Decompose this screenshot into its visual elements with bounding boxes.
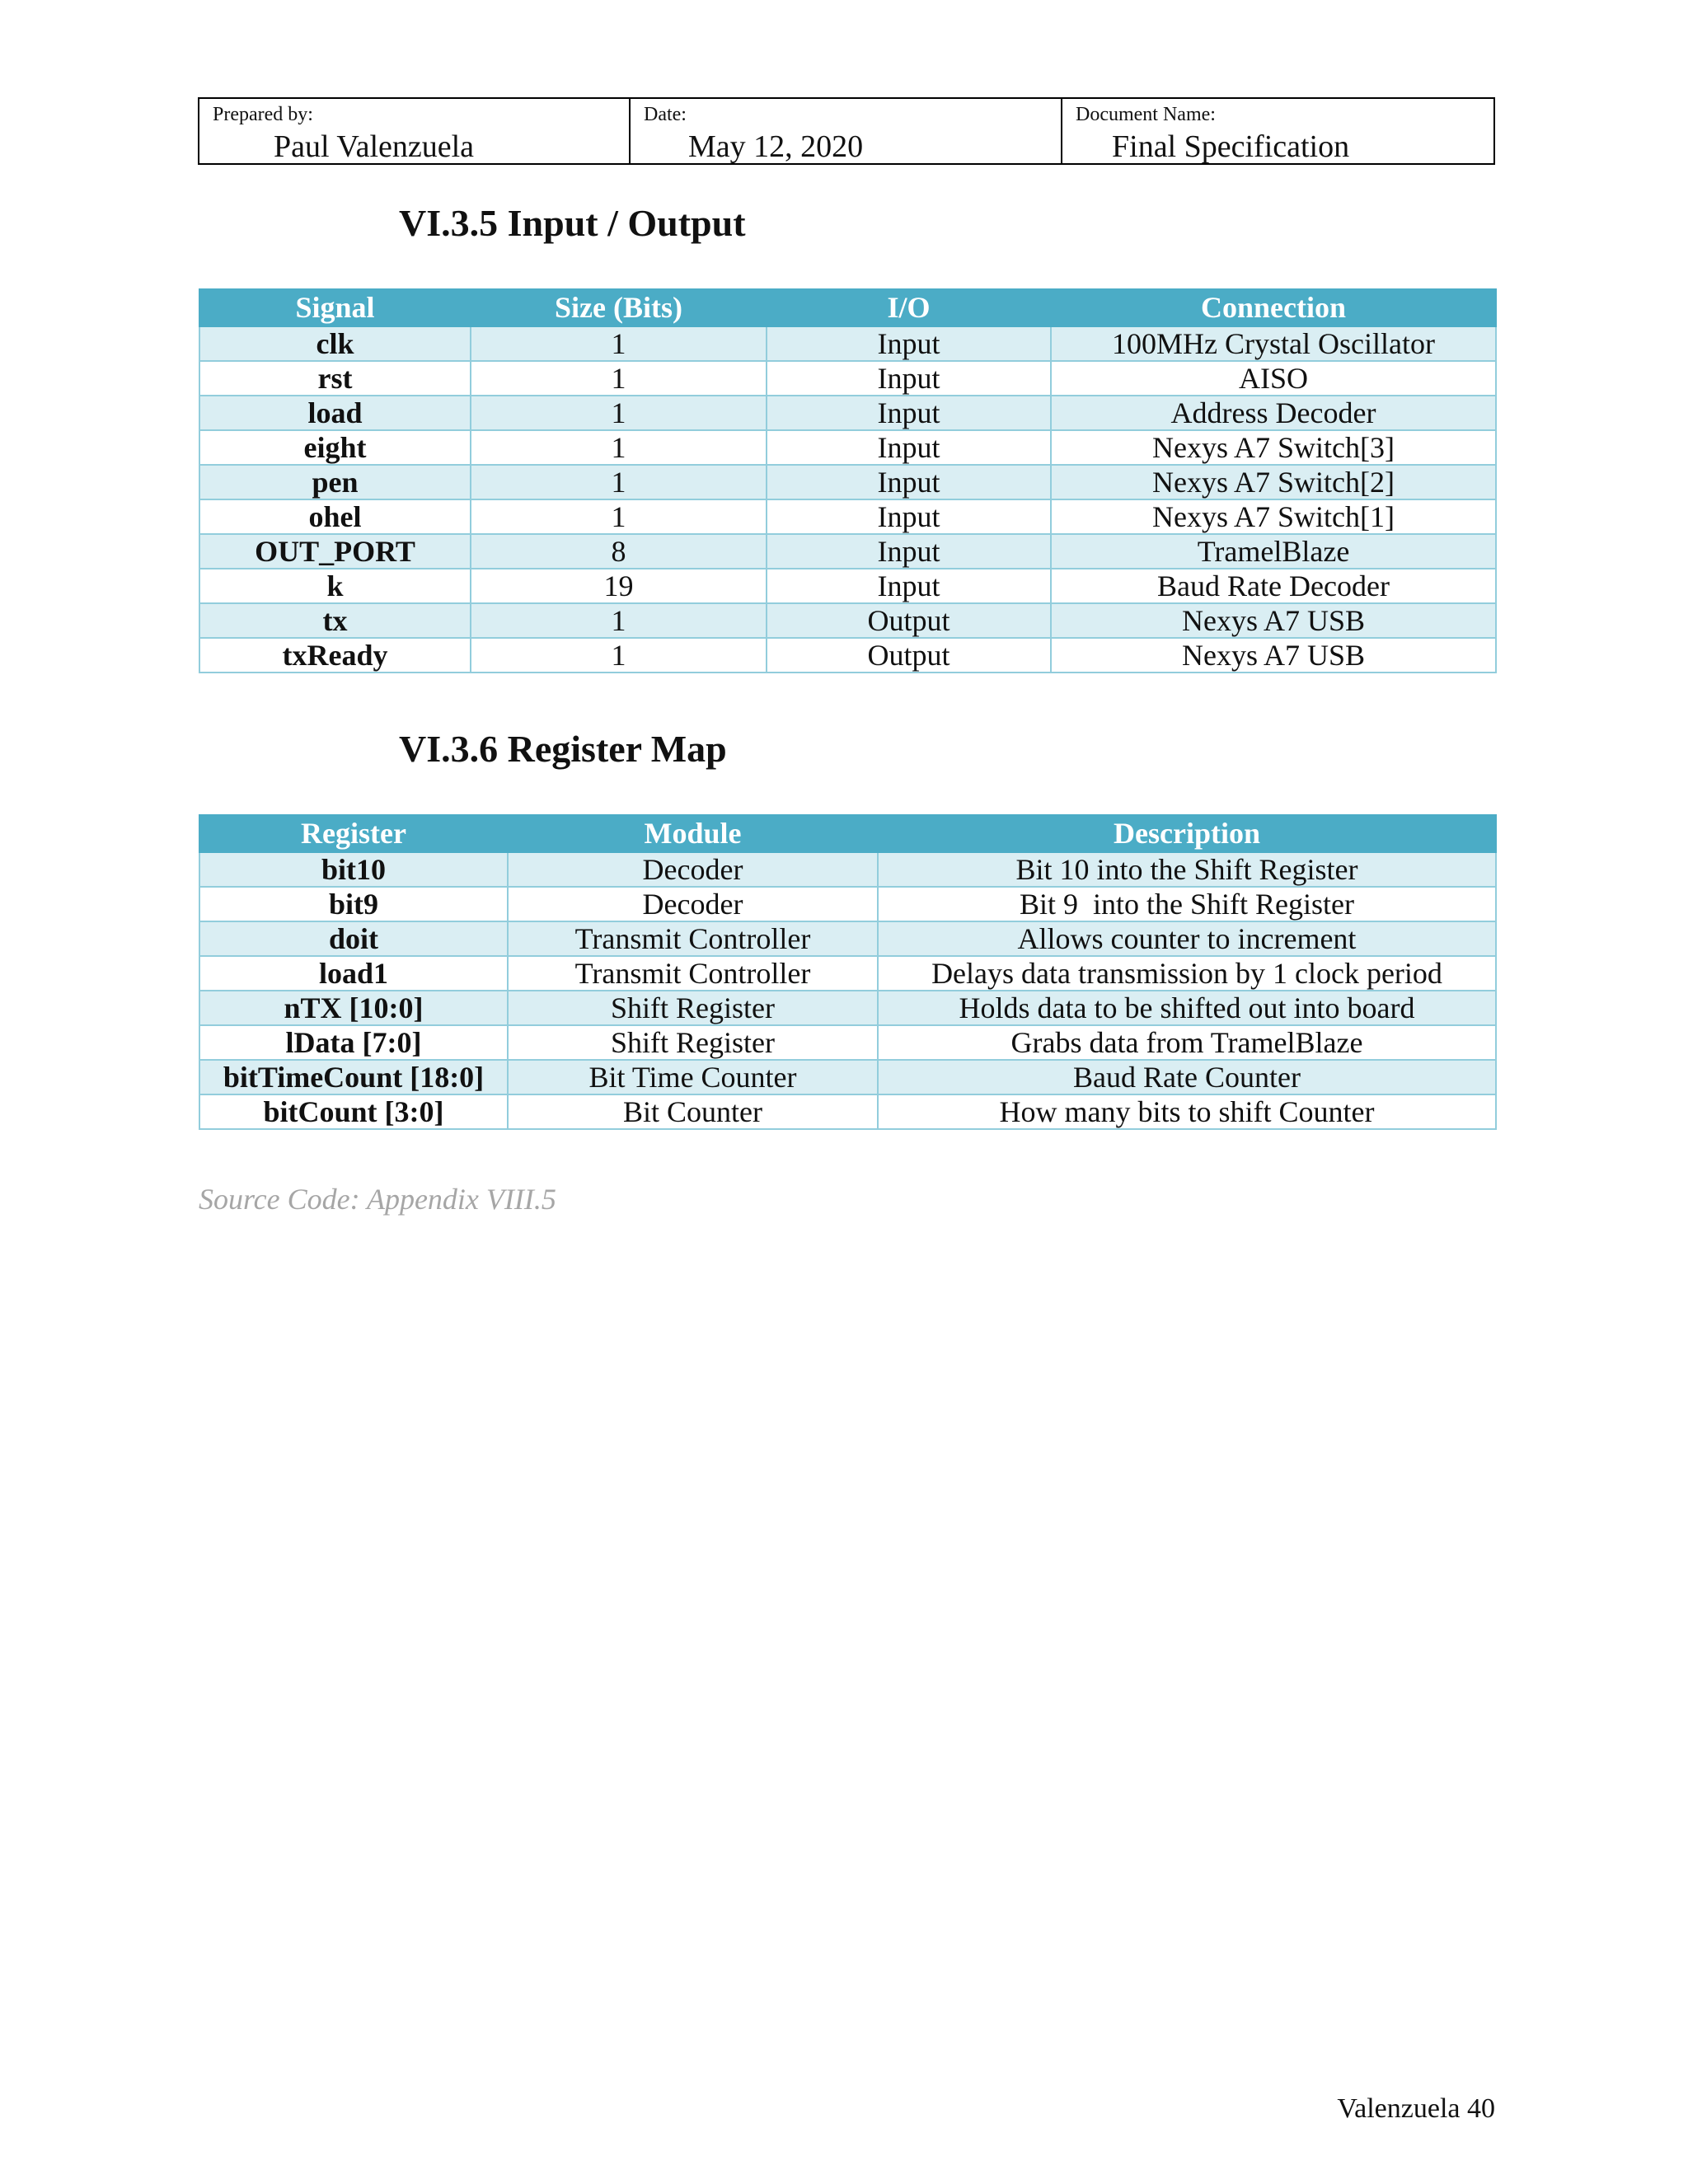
io-col-io-header: I/O [767,289,1051,326]
io-cell: Input [767,534,1051,569]
table-row [199,569,1496,603]
module-cell: Transmit Controller [508,921,878,956]
signal-cell: ohel [199,499,471,534]
table-row [199,603,1496,638]
size-cell: 1 [471,396,767,430]
connection-cell: Nexys A7 USB [1051,603,1496,638]
document-header [198,97,1495,165]
register-cell: bitTimeCount [18:0] [199,1060,508,1094]
module-cell: Transmit Controller [508,956,878,991]
size-cell: 1 [471,465,767,499]
description-cell: Holds data to be shifted out into board [878,991,1496,1025]
io-cell: Input [767,396,1051,430]
table-row [199,465,1496,499]
table-row [199,1094,1496,1129]
module-cell: Decoder [508,852,878,887]
page-footer: Valenzuela 40 [1337,2093,1495,2124]
io-cell: Input [767,569,1051,603]
date-value: May 12, 2020 [688,129,864,164]
table-row [199,534,1496,569]
register-cell: load1 [199,956,508,991]
connection-cell: Address Decoder [1051,396,1496,430]
prepared-by-value: Paul Valenzuela [274,129,475,164]
size-cell: 1 [471,499,767,534]
signal-cell: load [199,396,471,430]
io-col-connection-header: Connection [1051,289,1496,326]
table-row [199,361,1496,396]
description-cell: How many bits to shift Counter [878,1094,1496,1129]
date-label: Date: [644,104,687,125]
connection-cell: AISO [1051,361,1496,396]
table-row [199,852,1496,887]
table-row [199,1060,1496,1094]
prepared-by-label: Prepared by: [213,104,313,125]
signal-cell: rst [199,361,471,396]
size-cell: 1 [471,430,767,465]
connection-cell: 100MHz Crystal Oscillator [1051,326,1496,361]
connection-cell: Nexys A7 Switch[2] [1051,465,1496,499]
table-row [199,921,1496,956]
register-map-table [199,814,1497,1130]
connection-cell: Nexys A7 Switch[1] [1051,499,1496,534]
module-cell: Decoder [508,887,878,921]
size-cell: 19 [471,569,767,603]
table-row [199,638,1496,673]
signal-cell: tx [199,603,471,638]
size-cell: 1 [471,361,767,396]
connection-cell: Nexys A7 Switch[3] [1051,430,1496,465]
io-cell: Output [767,603,1051,638]
io-cell: Input [767,326,1051,361]
description-cell: Grabs data from TramelBlaze [878,1025,1496,1060]
signal-cell: OUT_PORT [199,534,471,569]
register-table-header-row [199,815,1496,852]
register-cell: bitCount [3:0] [199,1094,508,1129]
signal-cell: txReady [199,638,471,673]
table-row [199,956,1496,991]
io-col-signal-header: Signal [199,289,471,326]
prepared-by-cell [199,99,631,163]
io-cell: Output [767,638,1051,673]
io-col-size-header: Size (Bits) [471,289,767,326]
description-cell: Allows counter to increment [878,921,1496,956]
table-row [199,991,1496,1025]
io-cell: Input [767,465,1051,499]
date-cell [631,99,1062,163]
table-row [199,326,1496,361]
document-name-label: Document Name: [1076,104,1216,125]
reg-col-module-header: Module [508,815,878,852]
description-cell: Bit 10 into the Shift Register [878,852,1496,887]
description-cell: Baud Rate Counter [878,1060,1496,1094]
table-row [199,887,1496,921]
source-code-reference: Source Code: Appendix VIII.5 [199,1183,556,1216]
io-table-header-row [199,289,1496,326]
size-cell: 1 [471,603,767,638]
document-name-value: Final Specification [1112,129,1350,164]
table-row [199,396,1496,430]
signal-cell: clk [199,326,471,361]
reg-col-register-header: Register [199,815,508,852]
document-name-cell [1062,99,1493,163]
signal-cell: pen [199,465,471,499]
size-cell: 1 [471,638,767,673]
register-cell: bit10 [199,852,508,887]
io-cell: Input [767,361,1051,396]
size-cell: 8 [471,534,767,569]
register-cell: doit [199,921,508,956]
module-cell: Bit Time Counter [508,1060,878,1094]
register-cell: lData [7:0] [199,1025,508,1060]
description-cell: Delays data transmission by 1 clock period [878,956,1496,991]
table-row [199,1025,1496,1060]
io-table [199,288,1497,673]
io-cell: Input [767,499,1051,534]
io-section-title: VI.3.5 Input / Output [399,202,746,244]
register-cell: nTX [10:0] [199,991,508,1025]
module-cell: Shift Register [508,991,878,1025]
description-cell: Bit 9 into the Shift Register [878,887,1496,921]
register-cell: bit9 [199,887,508,921]
module-cell: Shift Register [508,1025,878,1060]
size-cell: 1 [471,326,767,361]
table-row [199,499,1496,534]
signal-cell: eight [199,430,471,465]
io-cell: Input [767,430,1051,465]
reg-col-description-header: Description [878,815,1496,852]
connection-cell: Baud Rate Decoder [1051,569,1496,603]
signal-cell: k [199,569,471,603]
module-cell: Bit Counter [508,1094,878,1129]
connection-cell: TramelBlaze [1051,534,1496,569]
table-row [199,430,1496,465]
connection-cell: Nexys A7 USB [1051,638,1496,673]
register-map-section-title: VI.3.6 Register Map [399,728,727,770]
